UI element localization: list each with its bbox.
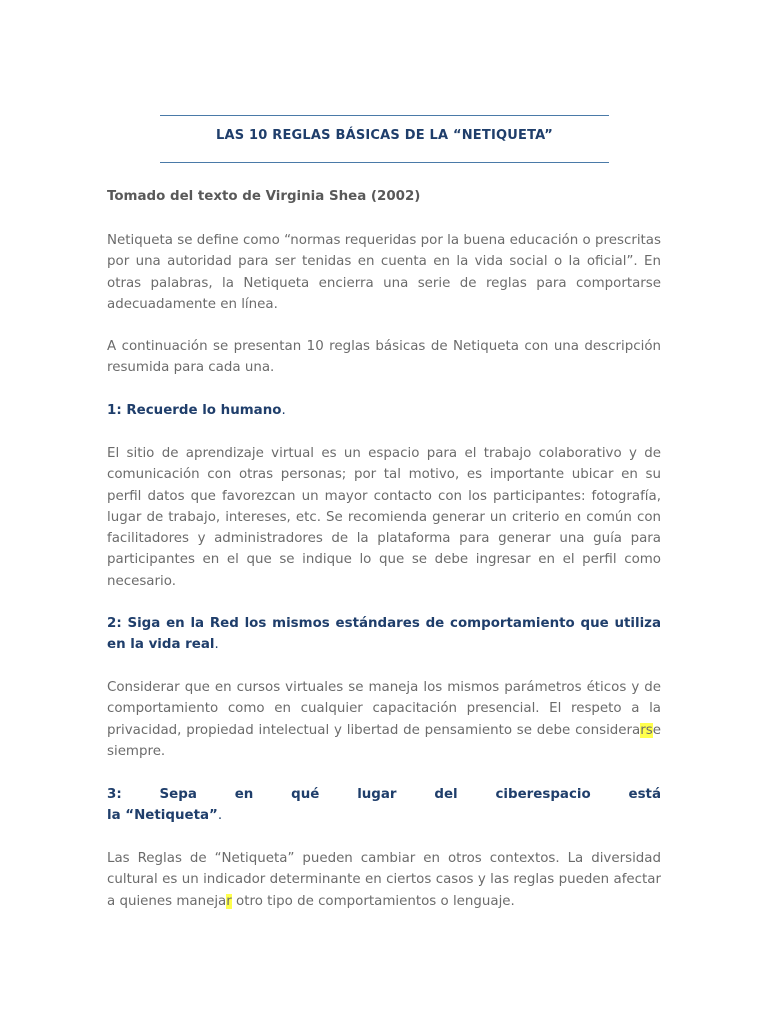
lead-paragraph: A continuación se presentan 10 reglas básicas de Netiqueta con una descripción resumida para cada una. bbox=[107, 339, 661, 376]
source-citation: Tomado del texto de Virginia Shea (2002) bbox=[107, 189, 421, 204]
rule-2-body-end: e siempre. bbox=[107, 722, 661, 759]
rule-3-body bbox=[107, 848, 661, 912]
rule-3-heading-word: qué bbox=[291, 787, 320, 802]
title-top-rule bbox=[160, 115, 609, 116]
rule-3-heading-word: Sepa bbox=[159, 787, 197, 802]
rule-1-body: El sitio de aprendizaje virtual es un espacio para el trabajo colaborativo y de comunicación con otras personas; por tal motivo, es importante ubicar en su perfil datos que favorezcan un mayor contacto con los participantes: fotografía, lugar de trabajo, intereses, etc. Se recomienda generar un criterio en común con facilitadores y administradores de la plataforma para generar una guía para participantes en el que se indique lo que se debe ingresar en el perfil como necesario. bbox=[107, 446, 661, 589]
rule-3-heading-word: 3: bbox=[107, 787, 122, 802]
rule-2-heading bbox=[107, 613, 661, 656]
rule-2-body-text: Considerar que en cursos virtuales se maneja los mismos parámetros éticos y de comportamiento como en cualquier capacitación presencial. El respeto a la privacidad, propiedad intelectual y libertad de pensamiento se debe considera bbox=[107, 680, 661, 738]
rule-3-heading-word: del bbox=[434, 787, 458, 802]
document-title: LAS 10 REGLAS BÁSICAS DE LA “NETIQUETA” bbox=[216, 128, 553, 143]
rule-2-highlight: rs bbox=[640, 722, 653, 738]
rule-3-highlight: r bbox=[226, 893, 232, 909]
rule-3-body-text: Las Reglas de “Netiqueta” pueden cambiar en otros contextos. La diversidad cultural es un indicador determinante en ciertos casos y las reglas pueden afectar a quienes maneja bbox=[107, 851, 661, 909]
rule-3-heading-word: en bbox=[234, 787, 254, 802]
rule-2-heading-text: 2: Siga en la Red los mismos estándares de comportamiento que utiliza en la vida real bbox=[107, 616, 661, 653]
intro-paragraph: Netiqueta se define como “normas requeridas por la buena educación o prescritas por una autoridad para ser tenidas en cuenta en la vida social o la oficial”. En otras palabras, la Netiqueta encierra una serie de reglas para comportarse adecuadamente en línea. bbox=[107, 233, 661, 312]
title-bottom-rule bbox=[160, 162, 609, 163]
rule-3-body-end: otro tipo de comportamientos o lenguaje. bbox=[231, 893, 515, 909]
rule-3-heading-text: la “Netiqueta” bbox=[107, 808, 218, 824]
rule-3-heading-word: está bbox=[628, 787, 661, 802]
rule-1-heading-text: 1: Recuerde lo humano bbox=[107, 403, 282, 418]
rule-2-heading-period: . bbox=[214, 637, 219, 653]
rule-3-heading-line-1 bbox=[107, 784, 661, 805]
rule-2-body bbox=[107, 677, 661, 762]
rule-3-heading-period: . bbox=[217, 808, 223, 824]
rule-3-heading-word: ciberespacio bbox=[495, 787, 591, 802]
rule-3-heading-word: lugar bbox=[357, 787, 397, 802]
rule-3-heading-line-2 bbox=[107, 805, 661, 826]
rule-1-heading bbox=[107, 400, 661, 421]
rule-1-heading-period: . bbox=[281, 403, 286, 418]
rule-3-heading bbox=[107, 784, 661, 827]
